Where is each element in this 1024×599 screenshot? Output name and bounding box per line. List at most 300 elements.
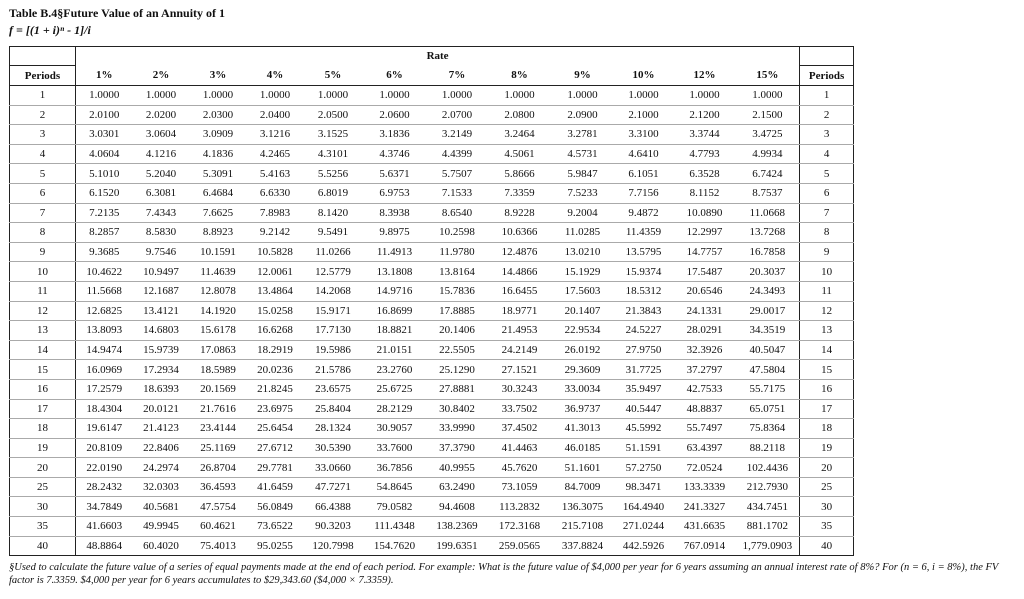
value-cell: 15.9374 [614,262,674,282]
value-cell: 13.4121 [133,301,190,321]
value-cell: 18.8821 [363,321,427,341]
value-cell: 24.2149 [488,340,552,360]
value-cell: 12.8078 [190,281,247,301]
value-cell: 14.7757 [674,242,736,262]
value-cell: 9.7546 [133,242,190,262]
period-cell-right: 15 [800,360,854,380]
table-row [10,281,854,301]
value-cell: 18.2919 [247,340,304,360]
value-cell: 23.6575 [304,379,363,399]
value-cell: 9.3685 [76,242,133,262]
period-cell: 40 [10,536,76,556]
value-cell: 21.4123 [133,419,190,439]
value-cell: 2.1000 [614,105,674,125]
rate-column-header: 7% [427,66,488,86]
rate-header: Rate [76,47,800,66]
period-cell-right: 18 [800,419,854,439]
value-cell: 2.0200 [133,105,190,125]
value-cell: 9.2142 [247,223,304,243]
value-cell: 881.1702 [736,517,800,537]
period-cell: 8 [10,223,76,243]
value-cell: 8.6540 [427,203,488,223]
periods-header-left: Periods [10,66,76,86]
value-cell: 8.5830 [133,223,190,243]
value-cell: 6.1520 [76,183,133,203]
value-cell: 25.1290 [427,360,488,380]
value-cell: 212.7930 [736,477,800,497]
value-cell: 37.4502 [488,419,552,439]
period-cell: 30 [10,497,76,517]
period-cell-right: 10 [800,262,854,282]
value-cell: 47.7271 [304,477,363,497]
table-row [10,203,854,223]
value-cell: 5.2040 [133,164,190,184]
period-cell-right: 30 [800,497,854,517]
value-cell: 6.8019 [304,183,363,203]
value-cell: 14.1920 [190,301,247,321]
value-cell: 1.0000 [247,86,304,106]
value-cell: 13.7268 [736,223,800,243]
value-cell: 55.7497 [674,419,736,439]
value-cell: 1.0000 [614,86,674,106]
value-cell: 25.8404 [304,399,363,419]
value-cell: 84.7009 [552,477,614,497]
value-cell: 8.1152 [674,183,736,203]
value-cell: 36.4593 [190,477,247,497]
value-cell: 7.5233 [552,183,614,203]
value-cell: 767.0914 [674,536,736,556]
periods-header-right: Periods [800,66,854,86]
value-cell: 5.9847 [552,164,614,184]
value-cell: 60.4621 [190,517,247,537]
value-cell: 11.0668 [736,203,800,223]
value-cell: 49.9945 [133,517,190,537]
value-cell: 10.4622 [76,262,133,282]
period-cell: 1 [10,86,76,106]
value-cell: 434.7451 [736,497,800,517]
value-cell: 30.3243 [488,379,552,399]
rate-column-header: 6% [363,66,427,86]
period-cell: 19 [10,438,76,458]
value-cell: 7.3359 [488,183,552,203]
value-cell: 10.1591 [190,242,247,262]
value-cell: 1.0000 [427,86,488,106]
period-cell-right: 14 [800,340,854,360]
value-cell: 3.2464 [488,125,552,145]
period-cell-right: 4 [800,144,854,164]
value-cell: 18.5989 [190,360,247,380]
table-row [10,301,854,321]
rate-column-header: 3% [190,66,247,86]
period-cell: 4 [10,144,76,164]
value-cell: 21.5786 [304,360,363,380]
value-cell: 16.0969 [76,360,133,380]
value-cell: 11.4913 [363,242,427,262]
value-cell: 12.1687 [133,281,190,301]
value-cell: 11.0266 [304,242,363,262]
table-row [10,438,854,458]
value-cell: 17.2579 [76,379,133,399]
value-cell: 73.1059 [488,477,552,497]
value-cell: 5.3091 [190,164,247,184]
value-cell: 17.0863 [190,340,247,360]
value-cell: 3.4725 [736,125,800,145]
table-body [10,86,854,556]
value-cell: 9.2004 [552,203,614,223]
value-cell: 4.7793 [674,144,736,164]
period-cell-right: 19 [800,438,854,458]
rate-column-header: 4% [247,66,304,86]
value-cell: 40.9955 [427,458,488,478]
value-cell: 79.0582 [363,497,427,517]
value-cell: 6.6330 [247,183,304,203]
value-cell: 8.2857 [76,223,133,243]
value-cell: 6.3528 [674,164,736,184]
value-cell: 2.0400 [247,105,304,125]
period-cell-right: 17 [800,399,854,419]
period-cell-right: 2 [800,105,854,125]
table-row [10,536,854,556]
table-row [10,183,854,203]
value-cell: 31.7725 [614,360,674,380]
header-blank-right [800,47,854,66]
value-cell: 27.8881 [427,379,488,399]
value-cell: 7.1533 [427,183,488,203]
value-cell: 18.5312 [614,281,674,301]
value-cell: 95.0255 [247,536,304,556]
value-cell: 4.2465 [247,144,304,164]
value-cell: 33.0034 [552,379,614,399]
value-cell: 11.4639 [190,262,247,282]
rate-column-header: 5% [304,66,363,86]
period-cell-right: 12 [800,301,854,321]
period-cell: 13 [10,321,76,341]
value-cell: 22.5505 [427,340,488,360]
annuity-table [9,46,854,556]
value-cell: 1.0000 [190,86,247,106]
value-cell: 42.7533 [674,379,736,399]
value-cell: 13.5795 [614,242,674,262]
value-cell: 26.8704 [190,458,247,478]
value-cell: 4.3746 [363,144,427,164]
value-cell: 164.4940 [614,497,674,517]
value-cell: 7.7156 [614,183,674,203]
value-cell: 41.6459 [247,477,304,497]
value-cell: 15.7836 [427,281,488,301]
value-cell: 28.0291 [674,321,736,341]
period-cell: 17 [10,399,76,419]
value-cell: 17.5603 [552,281,614,301]
value-cell: 23.4144 [190,419,247,439]
period-cell-right: 1 [800,86,854,106]
value-cell: 20.6546 [674,281,736,301]
value-cell: 11.4359 [614,223,674,243]
value-cell: 22.0190 [76,458,133,478]
value-cell: 3.1525 [304,125,363,145]
value-cell: 2.0300 [190,105,247,125]
value-cell: 24.3493 [736,281,800,301]
value-cell: 13.4864 [247,281,304,301]
value-cell: 28.1324 [304,419,363,439]
value-cell: 1,779.0903 [736,536,800,556]
value-cell: 11.0285 [552,223,614,243]
value-cell: 3.2149 [427,125,488,145]
table-row [10,360,854,380]
period-cell: 25 [10,477,76,497]
value-cell: 16.8699 [363,301,427,321]
value-cell: 54.8645 [363,477,427,497]
value-cell: 11.9780 [427,242,488,262]
value-cell: 18.6393 [133,379,190,399]
value-cell: 23.2760 [363,360,427,380]
table-row [10,517,854,537]
value-cell: 4.9934 [736,144,800,164]
value-cell: 9.4872 [614,203,674,223]
value-cell: 6.3081 [133,183,190,203]
period-cell: 9 [10,242,76,262]
value-cell: 102.4436 [736,458,800,478]
value-cell: 21.7616 [190,399,247,419]
value-cell: 36.9737 [552,399,614,419]
value-cell: 75.4013 [190,536,247,556]
value-cell: 138.2369 [427,517,488,537]
period-cell: 18 [10,419,76,439]
period-cell: 5 [10,164,76,184]
value-cell: 8.1420 [304,203,363,223]
table-row [10,164,854,184]
table-row [10,125,854,145]
value-cell: 241.3327 [674,497,736,517]
value-cell: 21.4953 [488,321,552,341]
value-cell: 13.1808 [363,262,427,282]
table-row [10,105,854,125]
value-cell: 98.3471 [614,477,674,497]
period-cell-right: 7 [800,203,854,223]
value-cell: 72.0524 [674,458,736,478]
value-cell: 16.7858 [736,242,800,262]
footnote: §Used to calculate the future value of a series of equal payments made at the end of each period. For example: What is the future value of $4,000 per year for 6 years assuming an annual interest rate of 8%? For (n = 6, i = 8%), the FV factor is 7.3359. $4,000 per year for 6 years accumulates to $29,343.60 ($4,000 × 7.3359). [9,562,999,586]
value-cell: 37.3790 [427,438,488,458]
value-cell: 9.5491 [304,223,363,243]
value-cell: 3.0301 [76,125,133,145]
value-cell: 271.0244 [614,517,674,537]
value-cell: 5.4163 [247,164,304,184]
value-cell: 120.7998 [304,536,363,556]
value-cell: 15.0258 [247,301,304,321]
value-cell: 5.1010 [76,164,133,184]
value-cell: 2.0600 [363,105,427,125]
value-cell: 337.8824 [552,536,614,556]
value-cell: 33.0660 [304,458,363,478]
value-cell: 20.0236 [247,360,304,380]
value-cell: 20.8109 [76,438,133,458]
value-cell: 15.6178 [190,321,247,341]
value-cell: 431.6635 [674,517,736,537]
value-cell: 2.0700 [427,105,488,125]
value-cell: 4.0604 [76,144,133,164]
value-cell: 19.5986 [304,340,363,360]
period-cell-right: 3 [800,125,854,145]
value-cell: 5.7507 [427,164,488,184]
value-cell: 33.9990 [427,419,488,439]
period-cell-right: 6 [800,183,854,203]
value-cell: 94.4608 [427,497,488,517]
value-cell: 1.0000 [736,86,800,106]
table-row [10,379,854,399]
value-cell: 29.7781 [247,458,304,478]
value-cell: 10.5828 [247,242,304,262]
period-cell-right: 13 [800,321,854,341]
table-row [10,144,854,164]
value-cell: 32.3926 [674,340,736,360]
value-cell: 15.9171 [304,301,363,321]
period-cell: 6 [10,183,76,203]
value-cell: 24.5227 [614,321,674,341]
value-cell: 136.3075 [552,497,614,517]
period-cell-right: 40 [800,536,854,556]
period-cell: 12 [10,301,76,321]
value-cell: 14.9716 [363,281,427,301]
value-cell: 17.7130 [304,321,363,341]
value-cell: 1.0000 [76,86,133,106]
value-cell: 10.9497 [133,262,190,282]
value-cell: 20.0121 [133,399,190,419]
period-cell-right: 35 [800,517,854,537]
value-cell: 20.1407 [552,301,614,321]
value-cell: 10.0890 [674,203,736,223]
value-cell: 1.0000 [674,86,736,106]
value-cell: 10.2598 [427,223,488,243]
value-cell: 40.5047 [736,340,800,360]
value-cell: 7.8983 [247,203,304,223]
value-cell: 55.7175 [736,379,800,399]
table-row [10,262,854,282]
value-cell: 11.5668 [76,281,133,301]
value-cell: 199.6351 [427,536,488,556]
value-cell: 16.6268 [247,321,304,341]
value-cell: 25.6454 [247,419,304,439]
value-cell: 60.4020 [133,536,190,556]
value-cell: 40.5447 [614,399,674,419]
period-cell: 2 [10,105,76,125]
rate-column-header: 9% [552,66,614,86]
value-cell: 13.8093 [76,321,133,341]
value-cell: 45.7620 [488,458,552,478]
value-cell: 20.3037 [736,262,800,282]
value-cell: 1.0000 [363,86,427,106]
value-cell: 18.4304 [76,399,133,419]
value-cell: 30.5390 [304,438,363,458]
value-cell: 12.5779 [304,262,363,282]
rate-column-header: 2% [133,66,190,86]
rate-header-row [10,47,854,66]
value-cell: 27.1521 [488,360,552,380]
value-cell: 2.0100 [76,105,133,125]
period-cell-right: 25 [800,477,854,497]
rate-column-header: 1% [76,66,133,86]
value-cell: 7.2135 [76,203,133,223]
period-cell: 35 [10,517,76,537]
value-cell: 2.1200 [674,105,736,125]
value-cell: 33.7502 [488,399,552,419]
value-cell: 35.9497 [614,379,674,399]
header-blank-left [10,47,76,66]
value-cell: 13.0210 [552,242,614,262]
value-cell: 17.8885 [427,301,488,321]
value-cell: 47.5754 [190,497,247,517]
value-cell: 8.3938 [363,203,427,223]
value-cell: 48.8837 [674,399,736,419]
period-cell: 3 [10,125,76,145]
value-cell: 6.7424 [736,164,800,184]
table-row [10,458,854,478]
value-cell: 57.2750 [614,458,674,478]
value-cell: 1.0000 [488,86,552,106]
value-cell: 16.6455 [488,281,552,301]
value-cell: 41.6603 [76,517,133,537]
value-cell: 75.8364 [736,419,800,439]
value-cell: 8.7537 [736,183,800,203]
period-cell: 15 [10,360,76,380]
value-cell: 45.5992 [614,419,674,439]
value-cell: 4.1216 [133,144,190,164]
period-cell-right: 20 [800,458,854,478]
table-title: Table B.4§Future Value of an Annuity of 1 [9,6,226,20]
period-cell-right: 8 [800,223,854,243]
value-cell: 111.4348 [363,517,427,537]
value-cell: 33.7600 [363,438,427,458]
period-cell: 16 [10,379,76,399]
value-cell: 40.5681 [133,497,190,517]
table-row [10,242,854,262]
value-cell: 23.6975 [247,399,304,419]
table-row [10,86,854,106]
value-cell: 41.3013 [552,419,614,439]
value-cell: 27.9750 [614,340,674,360]
value-cell: 36.7856 [363,458,427,478]
period-cell: 11 [10,281,76,301]
value-cell: 5.6371 [363,164,427,184]
value-cell: 4.5731 [552,144,614,164]
period-cell: 20 [10,458,76,478]
value-cell: 3.3100 [614,125,674,145]
value-cell: 32.0303 [133,477,190,497]
rate-column-header: 12% [674,66,736,86]
value-cell: 14.6803 [133,321,190,341]
value-cell: 7.4343 [133,203,190,223]
value-cell: 5.8666 [488,164,552,184]
table-row [10,419,854,439]
period-cell-right: 16 [800,379,854,399]
column-header-row [10,66,854,86]
value-cell: 18.9771 [488,301,552,321]
value-cell: 6.1051 [614,164,674,184]
value-cell: 21.3843 [614,301,674,321]
value-cell: 21.0151 [363,340,427,360]
value-cell: 3.0909 [190,125,247,145]
value-cell: 6.4684 [190,183,247,203]
value-cell: 215.7108 [552,517,614,537]
value-cell: 4.5061 [488,144,552,164]
value-cell: 2.0900 [552,105,614,125]
value-cell: 37.2797 [674,360,736,380]
value-cell: 1.0000 [133,86,190,106]
value-cell: 4.1836 [190,144,247,164]
value-cell: 154.7620 [363,536,427,556]
value-cell: 3.3744 [674,125,736,145]
value-cell: 3.1836 [363,125,427,145]
value-cell: 4.4399 [427,144,488,164]
